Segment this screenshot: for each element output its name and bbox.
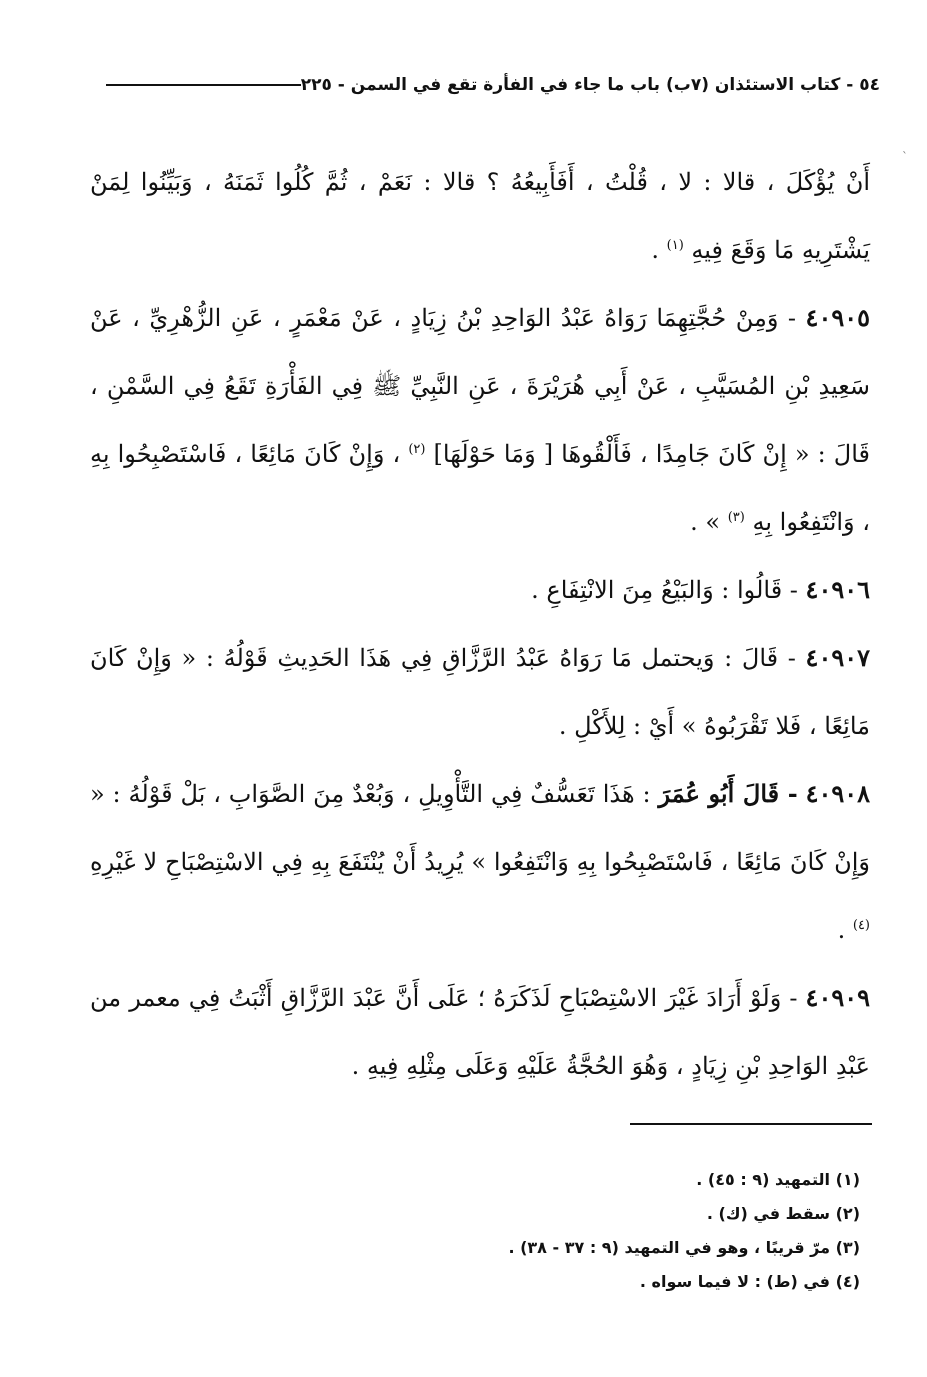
main-text: [90, 148, 870, 1100]
paragraph-40908: ٤٠٩٠٨ - قَالَ أَبُو عُمَرَ : هَذَا تَعَسُّفٌ فِي التَّأْوِيلِ ، وَبُعْدٌ مِنَ الصَّوَابِ ، بَلْ قَوْلُهُ : « وَإِنْ كَانَ مَائِعًا ، فَاسْتَصْبِحُوا بِهِ وَانْتَفِعُوا » يُرِيدُ أَنْ يُنْتَفَعَ بِهِ فِي الاسْتِصْبَاحِ لا غَيْرِهِ $^{(٤)}$ .: [90, 779, 871, 944]
footnote-3: (٣) مرّ قريبًا ، وهو في التمهيد (٩ : ٣٧ - ٣٨) .: [508, 1238, 860, 1257]
paragraph-number: ٤٠٩٠٥: [805, 303, 870, 332]
paragraph-continued: أَنْ يُؤْكَلَ ، قالا : لا ، قُلْتُ ، أَفَأَبِيعُهُ ؟ قالا : نَعَمْ ، ثُمَّ كُلُوا ثَمَنَهُ ، وَبَيِّنُوا لِمَنْ يَشْتَرِيهِ مَا وَقَعَ فِيهِ $^{(١)}$ .: [90, 168, 870, 264]
footnote-ref: (١): [666, 238, 684, 253]
paragraph-number: ٤٠٩٠٧: [805, 643, 870, 672]
paragraph-40906: ٤٠٩٠٦ - قَالُوا : وَالبَيْعُ مِنَ الانْتِفَاعِ .: [531, 575, 870, 604]
footnote-divider: [630, 1123, 872, 1125]
header-title: ٥٤ - كتاب الاستئذان (٧ب) باب ما جاء في الفأرة تقع في السمن - ٢٢٥: [300, 75, 880, 95]
speaker-lead: - قَالَ أَبُو عُمَرَ: [658, 779, 798, 808]
paragraph-40907: ٤٠٩٠٧ - قَالَ : وَيحتمل مَا رَوَاهُ عَبْدُ الرَّزَّاقِ فِي هَذَا الحَدِيثِ قَوْلُهُ : « وَإِنْ كَانَ مَائِعًا ، فَلا تَقْرَبُوهُ » أَيْ : لِلأَكْلِ .: [90, 643, 870, 740]
footnote-2: (٢) سقط في (ك) .: [706, 1204, 860, 1223]
footnotes: [90, 1163, 860, 1299]
paragraph-40905: ٤٠٩٠٥ - وَمِنْ حُجَّتِهِمَا رَوَاهُ عَبْدُ الوَاحِدِ بْنُ زِيَادٍ ، عَنْ مَعْمَرٍ ، عَنِ الزُّهْرِيِّ ، عَنْ سَعِيدِ بْنِ المُسَيَّبِ ، عَنْ أَبِي هُرَيْرَةَ ، عَنِ النَّبِيِّ ﷺ فِي الفَأْرَةِ تَقَعُ فِي السَّمْنِ ، قَالَ : « إِنْ كَانَ جَامِدًا ، فَأَلْقُوهَا [ وَمَا حَوْلَهَا] $^{(٢)}$ ، وَإِنْ كَانَ مَائِعًا ، فَاسْتَصْبِحُوا بِهِ ، وَانْتَفِعُوا بِهِ $^{(٣)}$ » .: [90, 303, 870, 536]
footnote-ref: (٤): [852, 918, 870, 933]
paragraph-number: ٤٠٩٠٩: [805, 983, 870, 1012]
margin-mark: `: [902, 150, 908, 164]
footnote-1: (١) التمهيد (٩ : ٤٥) .: [696, 1170, 860, 1189]
running-header: [90, 70, 880, 100]
footnote-ref: (٢): [408, 442, 426, 457]
paragraph-number: ٤٠٩٠٨: [805, 779, 871, 808]
header-rule: [106, 84, 301, 86]
footnote-ref: (٣): [727, 510, 745, 525]
paragraph-number: ٤٠٩٠٦: [805, 575, 870, 604]
footnote-4: (٤) في (ط) : لا فيما سواه .: [639, 1272, 860, 1291]
paragraph-40909: ٤٠٩٠٩ - وَلَوْ أَرَادَ غَيْرَ الاسْتِصْبَاحِ لَذَكَرَهُ ؛ عَلَى أَنَّ عَبْدَ الرَّزَّاقِ أَثْبَتُ فِي معمر من عَبْدِ الوَاحِدِ بْنِ زِيَادٍ ، وَهُوَ الحُجَّةُ عَلَيْهِ وَعَلَى مِثْلِهِ فِيهِ .: [90, 983, 870, 1080]
